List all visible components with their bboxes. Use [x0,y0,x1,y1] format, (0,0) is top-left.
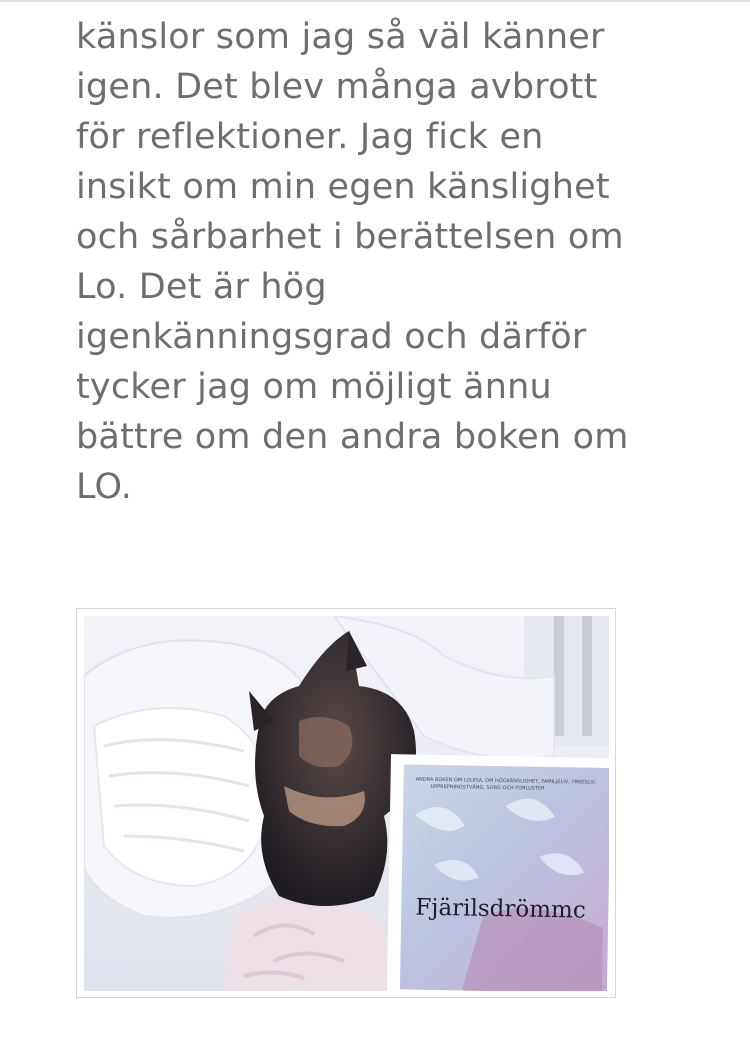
article-line: tycker jag om möjligt ännu [76,367,552,407]
photo-illustration [84,616,609,991]
article-line: för reflektioner. Jag fick en [76,117,544,157]
article-paragraph [76,12,676,512]
chair-slat [582,616,592,736]
pillow-ruffled [94,708,269,886]
book-title: Fjärilsdrömmc [415,894,586,924]
cat-with-book-photo[interactable] [84,616,609,991]
article-line: bättre om den andra boken om [76,417,629,457]
article-line: insikt om min egen känslighet [76,167,610,207]
photo-frame[interactable] [76,608,616,998]
article-line: och sårbarhet i berättelsen om [76,217,624,257]
cat-tortoiseshell-patch [299,717,352,767]
book [387,754,609,991]
article-line: igenkänningsgrad och därför [76,317,587,357]
article-line: känslor som jag så väl känner [76,17,605,57]
article-line: Lo. Det är hög [76,267,327,307]
book-subtitle-line1: ANDRA BOKEN OM LOUISA. OM HÖGKÄNSLIGHET, FAMILJELIV, YRKESLIV, [415,776,597,786]
article-line: LO. [76,467,133,507]
article-line: igen. Det blev många avbrott [76,67,598,107]
top-divider [0,0,750,2]
book-subtitle-line2: UPPREPNINGSTVÅNG, SORG OCH FORLUSTER [430,783,545,792]
chair-slat [554,616,564,736]
